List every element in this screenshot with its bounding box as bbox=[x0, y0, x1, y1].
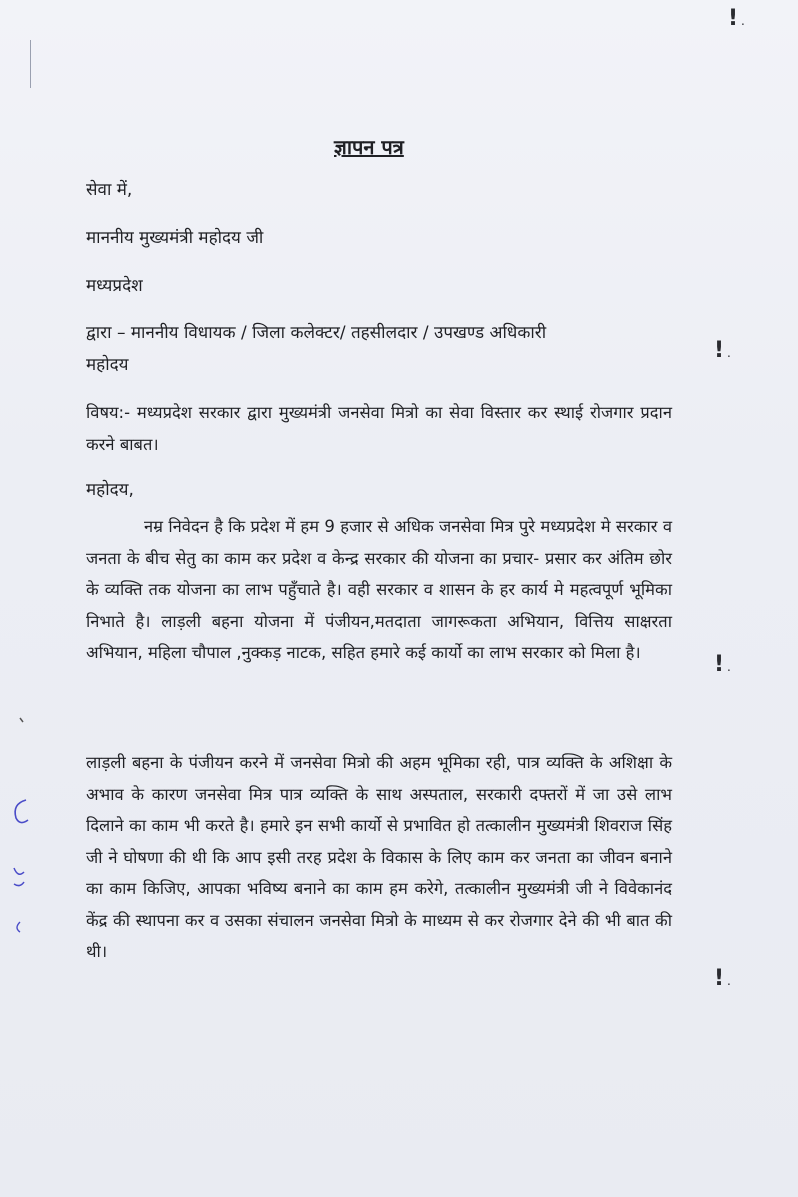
state-name: मध्यप्रदेश bbox=[86, 276, 143, 296]
punch-mark: ! . bbox=[728, 6, 745, 31]
via-suffix: महोदय bbox=[86, 355, 129, 375]
ink-scribble-icon bbox=[0, 700, 40, 960]
paragraph-2: लाड़ली बहना के पंजीयन करने में जनसेवा मित्रो की अहम भूमिका रही, पात्र व्यक्ति के अशिक्षा के अभाव के कारण जनसेवा मित्र पात्र व्यक्ति के साथ अस्पताल, सरकारी दफ्तरों में जा उसे लाभ दिलाने का काम भी करते है। हमारे इन सभी कार्यो से प्रभावित हो तत्कालीन मुख्यमंत्री शिवराज सिंह जी ने घोषणा की थी कि आप इसी तरह प्रदेश के विकास के लिए काम कर जनता का जीवन बनाने का काम किजिए, आपका भविष्य बनाने का काम हम करेगे, तत्कालीन मुख्यमंत्री जी ने विवेकानंद केंद्र की स्थापना कर व उसका संचालन जनसेवा मित्रो के माध्यम से कर रोजगार देने की भी बात की थी। bbox=[86, 753, 672, 961]
punch-mark: ! . bbox=[714, 966, 731, 991]
subject-line: विषय:- मध्यप्रदेश सरकार द्वारा मुख्यमंत्री जनसेवा मित्रो का सेवा विस्तार कर स्थाई रोजगार प्रदान करने बाबत। bbox=[86, 403, 672, 454]
punch-mark: ! . bbox=[714, 652, 731, 677]
addressee: माननीय मुख्यमंत्री महोदय जी bbox=[86, 228, 264, 248]
document-title: ज्ञापन पत्र bbox=[334, 135, 404, 159]
punch-mark: ! . bbox=[714, 338, 731, 363]
greeting: महोदय, bbox=[86, 480, 134, 500]
page-edge-line bbox=[30, 40, 31, 88]
paragraph-1: नम्र निवेदन है कि प्रदेश में हम 9 हजार से अधिक जनसेवा मित्र पुरे मध्यप्रदेश मे सरकार व जनता के बीच सेतु का काम कर प्रदेश व केन्द्र सरकार की योजना का प्रचार- प्रसार कर अंतिम छोर के व्यक्ति तक योजना का लाभ पहुँचाते है। वही सरकार व शासन के हर कार्य मे महत्वपूर्ण भूमिका निभाते है। लाड़ली बहना योजना में पंजीयन,मतदाता जागरूकता अभियान, वित्तिय साक्षरता अभियान, महिला चौपाल ,नुक्कड़ नाटक, सहित हमारे कई कार्यो का लाभ सरकार को मिला है। bbox=[86, 517, 672, 662]
via-line: द्वारा – माननीय विधायक / जिला कलेक्टर/ तहसीलदार / उपखण्ड अधिकारी bbox=[86, 323, 547, 343]
salutation-to: सेवा में, bbox=[86, 180, 133, 200]
